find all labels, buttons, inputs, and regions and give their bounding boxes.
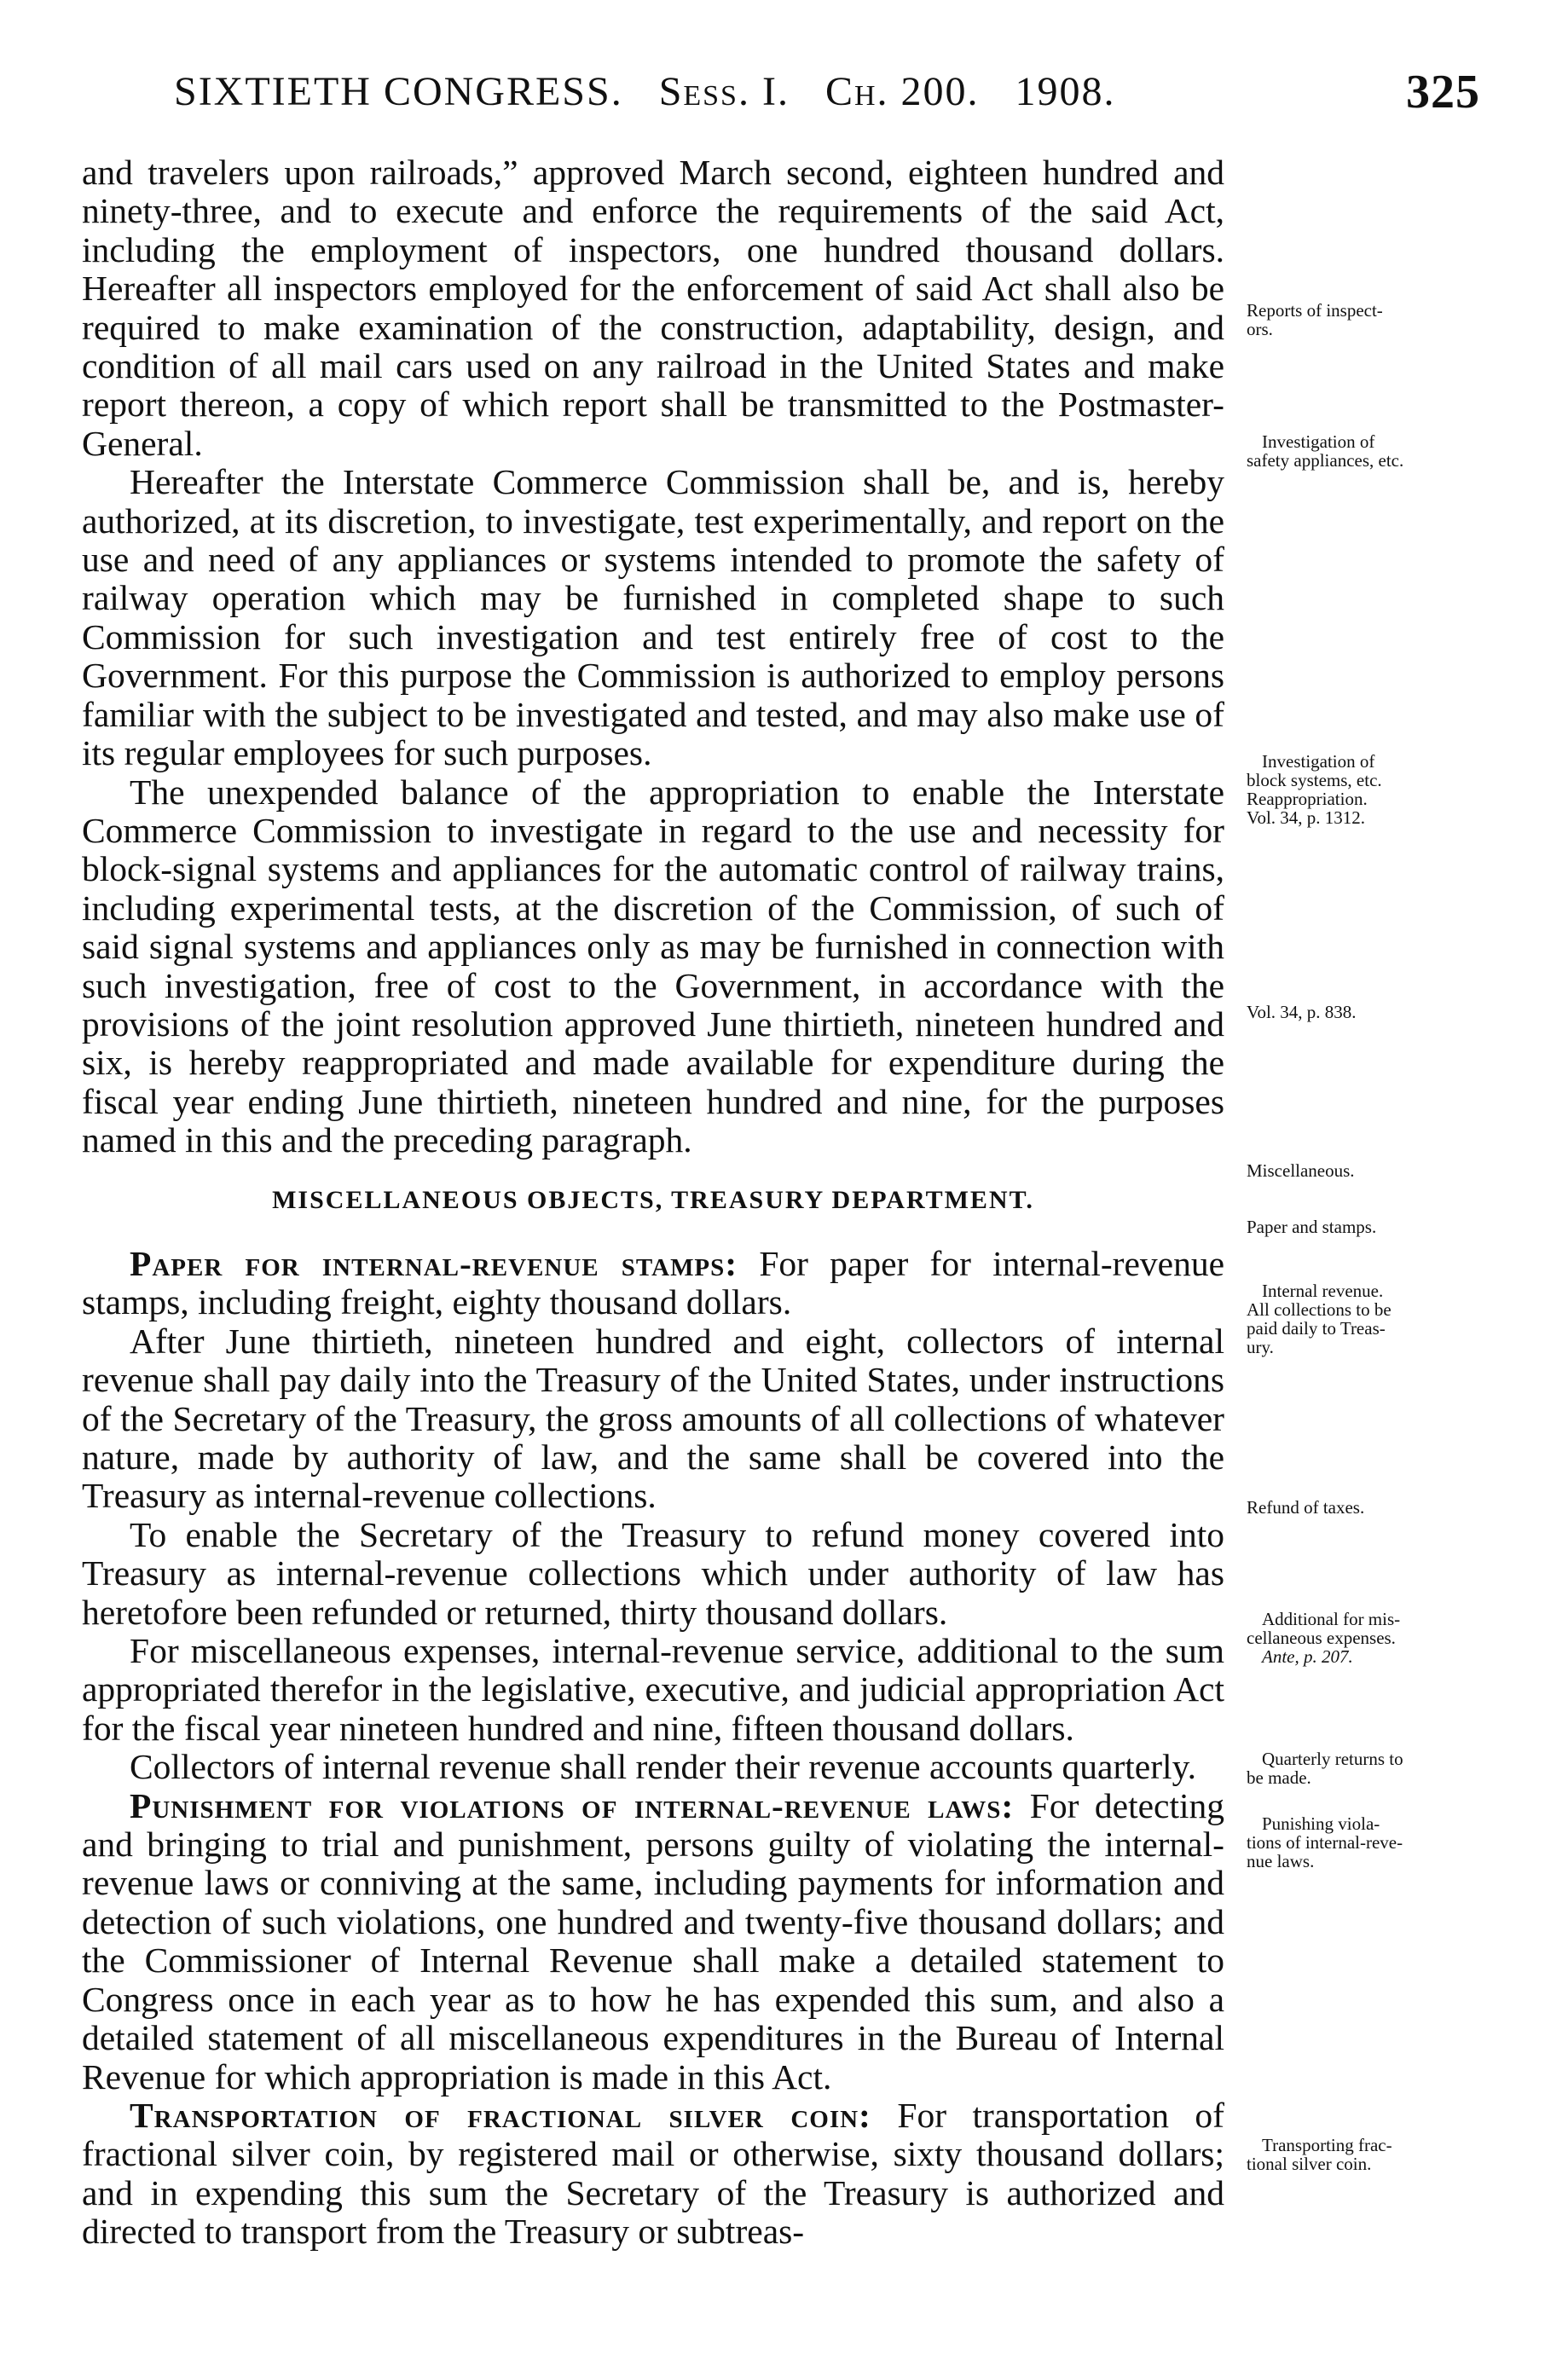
session-label: Sess. I. (658, 69, 790, 114)
margin-note-quarterly (1247, 1749, 1494, 1787)
page-header (82, 68, 1480, 128)
margin-note-line: Paper and stamps. (1247, 1217, 1377, 1237)
margin-note-line: Internal revenue. (1262, 1281, 1384, 1301)
margin-note-line: Miscellaneous. (1247, 1160, 1355, 1181)
margin-note-additional (1247, 1610, 1494, 1666)
margin-note-refund (1247, 1498, 1494, 1517)
margin-note-line: Refund of taxes. (1247, 1497, 1365, 1518)
year-label: 1908. (1015, 69, 1116, 114)
margin-note-line: Transporting frac- (1262, 2135, 1392, 2155)
margin-note-internal-revenue (1247, 1281, 1494, 1356)
paragraph-10-text: For transportation of fractional silver coin, by registered mail or otherwise, sixty thousand dollars; and in expending this sum the Secretary of the Treasury is authorized and directed to transport from the Treasury or subtreas- (82, 2095, 1224, 2252)
paragraph-9-heading: Punishment for violations of internal-revenue laws: (130, 1785, 1015, 1825)
margin-note-line: nue laws. (1247, 1851, 1315, 1871)
margin-note-punishing (1247, 1814, 1494, 1871)
paragraph-4-heading: Paper for internal-revenue stamps: (130, 1243, 738, 1283)
margin-note-safety (1247, 432, 1494, 470)
paragraph-10 (82, 2097, 1224, 2252)
margin-note-line: Vol. 34, p. 1312. (1247, 807, 1366, 828)
paragraph-6: To enable the Secretary of the Treasury to refund money covered into Treasury as internal-revenue collections which under authority of law has heretofore been refunded or returned, thirty thousand dollars. (82, 1514, 1224, 1632)
margin-note-line: Quarterly returns to (1262, 1749, 1403, 1769)
margin-note-line: ury. (1247, 1337, 1274, 1357)
paragraph-9 (82, 1787, 1224, 2097)
page-number: 325 (1406, 66, 1480, 119)
margin-note-line: safety appliances, etc. (1247, 450, 1404, 471)
paragraph-8: Collectors of internal revenue shall render their revenue accounts quarterly. (130, 1747, 1196, 1787)
margin-note-line: cellaneous expenses. (1247, 1628, 1396, 1648)
margin-note-paper-stamps (1247, 1217, 1494, 1236)
margin-note-line: be made. (1247, 1767, 1311, 1788)
margin-note-line: tions of internal-reve- (1247, 1832, 1403, 1853)
section-heading: MISCELLANEOUS OBJECTS, TREASURY DEPARTMENT. (272, 1185, 1034, 1214)
congress-label: SIXTIETH CONGRESS. (174, 69, 623, 114)
margin-note-block-systems (1247, 752, 1494, 827)
margin-note-transporting (1247, 2136, 1494, 2173)
margin-note-reports (1247, 301, 1494, 338)
margin-note-miscellaneous (1247, 1161, 1494, 1180)
main-text (82, 153, 1224, 2252)
margin-note-line: block systems, etc. (1247, 770, 1382, 790)
margin-note-line: ors. (1247, 319, 1273, 339)
paragraph-9-text: For detecting and bringing to trial and punishment, persons guilty of violating the internal-revenue laws or conniving at the same, including payments for information and detection of such violations, one hundred and twenty-five thousand dollars; and the Commissioner of Internal Revenue shall make a detailed statement to Congress once in each year as to how he has expended this sum, and also a detailed statement of all miscellaneous expenditures in the Bureau of Internal Revenue for which appropriation is made in this Act. (82, 1785, 1225, 2097)
paragraph-10-heading: Transportation of fractional silver coin: (130, 2095, 871, 2135)
paragraph-2: Hereafter the Interstate Commerce Commission shall be, and is, hereby authorized, at its discretion, to investigate, test experimentally, and report on the use and need of any appliances or systems intended to promote the safety of railway operation which may be furnished in completed shape to such Commission for such investigation and test entirely free of cost to the Government. For this purpose the Commission is authorized to employ persons familiar with the subject to be investigated and tested, and may also make use of its regular employees for such purposes. (82, 462, 1224, 773)
margin-note-line: Vol. 34, p. 838. (1247, 1002, 1357, 1022)
margin-note-line: Ante, p. 207. (1262, 1646, 1353, 1667)
margin-note-line: Reappropriation. (1247, 789, 1368, 809)
margin-note-vol34 (1247, 1003, 1494, 1021)
paragraph-4 (82, 1245, 1224, 1322)
paragraph-4-text: For paper for internal-revenue stamps, including freight, eighty thousand dollars. (82, 1243, 1224, 1322)
paragraph-3: The unexpended balance of the appropriation to enable the Interstate Commerce Commission to investigate in regard to the use and necessity for block-signal systems and appliances for the automatic control of railway trains, including experimental tests, at the discretion of the Commission, of such of said signal systems and appliances only as may be furnished in connection with such investigation, free of cost to the Government, in accordance with the provisions of the joint resolution approved June thirtieth, nineteen hundred and six, is hereby reappropriated and made available for expenditure during the fiscal year ending June thirtieth, nineteen hundred and nine, for the purposes named in this and the preceding paragraph. (82, 772, 1224, 1160)
chapter-label: Ch. 200. (825, 69, 980, 114)
margin-note-line: tional silver coin. (1247, 2154, 1372, 2174)
margin-note-line: Additional for mis- (1262, 1609, 1401, 1629)
paragraph-7: For miscellaneous expenses, internal-revenue service, additional to the sum appropriated therefor in the legislative, executive, and judicial appropriation Act for the fiscal year nineteen hundred and nine, fifteen thousand dollars. (82, 1631, 1224, 1748)
running-head (174, 68, 1116, 115)
margin-note-line: Reports of inspect- (1247, 300, 1383, 321)
margin-note-line: Investigation of (1262, 751, 1375, 772)
paragraph-1: and travelers upon railroads,” approved March second, eighteen hundred and ninety-three, and to execute and enforce the requirements of the said Act, including the employment of inspectors, one hundred thousand dollars. Hereafter all inspectors employed for the enforcement of said Act shall also be required to make examination of the construction, adaptability, design, and condition of all mail cars used on any railroad in the United States and make report thereon, a copy of which report shall be transmitted to the Postmaster-General. (82, 153, 1224, 463)
margin-note-line: Investigation of (1262, 431, 1375, 452)
margin-note-line: paid daily to Treas- (1247, 1318, 1386, 1339)
margin-note-line: Punishing viola- (1262, 1813, 1380, 1834)
paragraph-5: After June thirtieth, nineteen hundred and eight, collectors of internal revenue shall pay daily into the Treasury of the United States, under instructions of the Secretary of the Treasury, the gross amounts of all collections of whatever nature, made by authority of law, and the same shall be covered into the Treasury as internal-revenue collections. (82, 1321, 1224, 1516)
margin-note-line: All collections to be (1247, 1299, 1392, 1320)
